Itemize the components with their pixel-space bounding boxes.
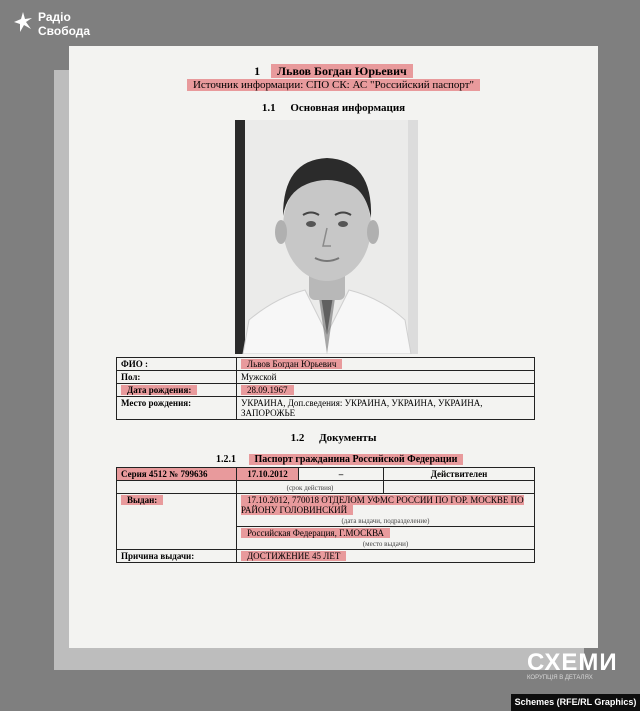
place-note: (место выдачи) (362, 540, 409, 548)
section-title: Документы (319, 432, 377, 444)
fio-value: Львов Богдан Юрьевич (241, 359, 342, 369)
reason-label: Причина выдачи: (117, 550, 237, 563)
person-photo (235, 120, 418, 354)
reason-value: ДОСТИЖЕНИЕ 45 ЛЕТ (241, 551, 346, 561)
source-text: Источник информации: СПО СК: АС "Российский паспорт" (187, 79, 480, 91)
table-row (117, 468, 535, 481)
passport-dash: – (299, 468, 384, 481)
passport-series: Серия 4512 № 799636 (117, 468, 237, 481)
portrait-image (235, 120, 418, 354)
table-row (117, 358, 535, 371)
subsection-number: 1.2.1 (216, 454, 236, 465)
fio-value-cell (237, 358, 535, 371)
fio-label: ФИО : (117, 358, 237, 371)
sex-value: Мужской (237, 371, 535, 384)
passport-table (116, 467, 535, 563)
radio-svoboda-icon (12, 10, 34, 34)
issued-label-cell (117, 494, 237, 550)
table-row (117, 550, 535, 563)
pob-value: УКРАИНА, Доп.сведения: УКРАИНА, УКРАИНА, УКРАИНА, ЗАПОРОЖЬЕ (237, 397, 535, 420)
passport-status: Действителен (384, 468, 535, 481)
schemes-logo: СХЕМИ (527, 649, 618, 676)
document-page (69, 46, 598, 648)
validity-note: (срок действия) (286, 484, 334, 492)
place-value-cell (237, 527, 535, 550)
source-line (69, 79, 598, 91)
issued-label: Выдан: (121, 495, 163, 505)
section-main-info-heading (69, 102, 598, 114)
reason-value-cell (237, 550, 535, 563)
place-value: Российская Федерация, Г.МОСКВА (241, 528, 390, 538)
passport-heading (216, 454, 463, 465)
section-number: 1.1 (261, 102, 276, 114)
subsection-title: Паспорт гражданина Российской Федерации (249, 454, 464, 465)
section-title: Основная информация (290, 102, 406, 114)
validity-note-cell (237, 481, 384, 494)
issued-value: 17.10.2012, 770018 ОТДЕЛОМ УФМС РОССИИ ПО ГОР. МОСКВЕ ПО РАЙОНУ ГОЛОВИНСКИЙ (241, 495, 524, 515)
table-row (117, 494, 535, 527)
document-title (69, 64, 598, 79)
schemes-tagline: КОРУПЦІЯ В ДЕТАЛЯХ (527, 675, 593, 681)
dob-value: 28.09.1967 (241, 385, 294, 395)
dob-value-cell (237, 384, 535, 397)
pob-label: Место рождения: (117, 397, 237, 420)
table-row (117, 371, 535, 384)
image-credit: Schemes (RFE/RL Graphics) (511, 694, 640, 711)
radio-logo-line1: Радіо (38, 10, 71, 24)
table-row (117, 481, 535, 494)
dob-label-cell (117, 384, 237, 397)
main-info-table (116, 357, 535, 420)
sex-label: Пол: (117, 371, 237, 384)
section-documents-heading (69, 432, 598, 444)
table-row (117, 384, 535, 397)
person-name: Львов Богдан Юрьевич (271, 64, 413, 78)
dob-label: Дата рождения: (121, 385, 197, 395)
passport-date: 17.10.2012 (237, 468, 299, 481)
issued-value-cell (237, 494, 535, 527)
radio-svoboda-logo (12, 10, 90, 38)
document-number: 1 (254, 64, 261, 78)
table-row (117, 397, 535, 420)
radio-logo-line2: Свобода (38, 24, 91, 38)
issued-note: (дата выдачи, подразделение) (341, 517, 430, 525)
section-number: 1.2 (290, 432, 305, 444)
